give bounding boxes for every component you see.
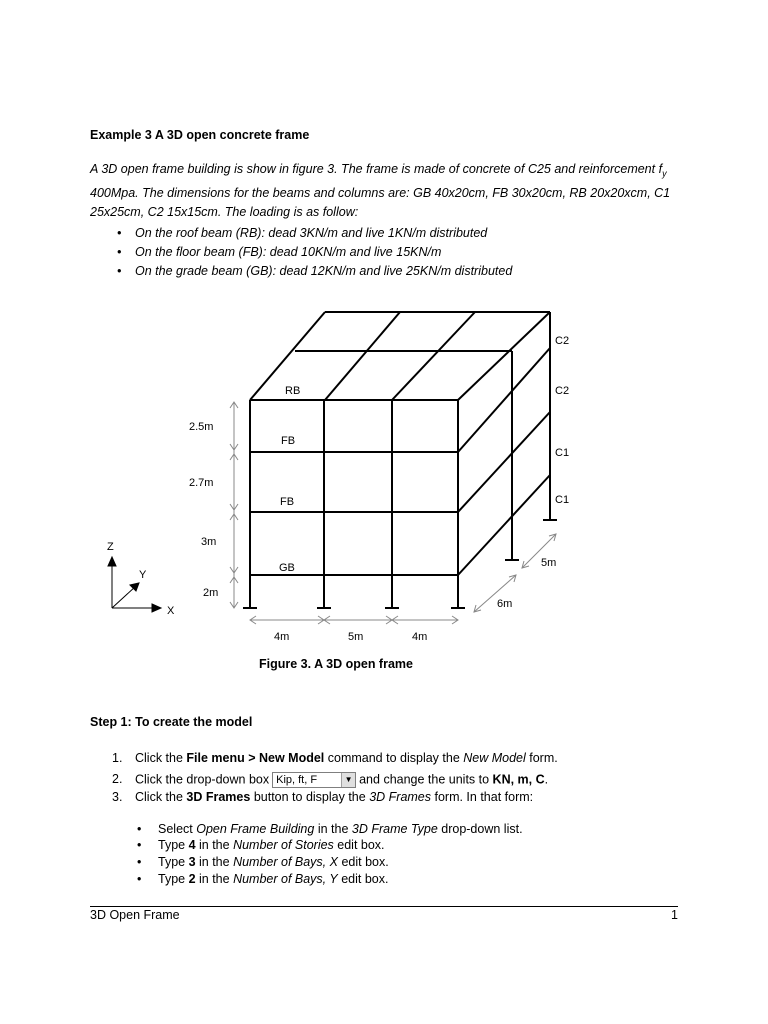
column-label-c1: C1	[555, 447, 570, 459]
y-axis-label: Y	[139, 569, 147, 581]
beam-label-fb: FB	[280, 496, 295, 508]
chevron-down-icon: ▼	[341, 773, 355, 787]
column-label-c2: C2	[555, 385, 570, 397]
x-span-label: 4m	[274, 631, 290, 643]
story-height-label: 3m	[201, 536, 217, 548]
page-number: 1	[671, 908, 678, 922]
beam-label-rb: RB	[285, 385, 301, 397]
units-dropdown[interactable]: Kip, ft, F ▼	[272, 772, 356, 788]
x-span-label: 4m	[412, 631, 428, 643]
beam-label-gb: GB	[279, 562, 295, 574]
y-span-label: 5m	[541, 557, 557, 569]
story-height-label: 2.7m	[189, 477, 214, 489]
intro-text: A 3D open frame building is show in figure 3. The frame is made of concrete of C25 and reinforcement f	[90, 162, 663, 176]
story-height-label: 2.5m	[189, 421, 214, 433]
frame-figure	[0, 300, 768, 650]
x-span-label: 5m	[348, 631, 364, 643]
column-label-c1: C1	[555, 494, 570, 506]
story-height-label: 2m	[203, 587, 219, 599]
intro-text-rest: 400Mpa. The dimensions for the beams and columns are: GB 40x20cm, FB 30x20cm, RB 20x20xcm, C1 25x25cm, C2 15x15cm. The loading is as follow:	[90, 185, 671, 219]
example-title: Example 3 A 3D open concrete frame	[90, 128, 310, 142]
beam-label-fb: FB	[281, 435, 296, 447]
figure-caption: Figure 3. A 3D open frame	[259, 657, 413, 671]
intro-paragraph	[90, 160, 675, 222]
axes-icon	[108, 557, 161, 612]
intro-subscript: y	[662, 168, 667, 179]
frame-structure	[250, 312, 550, 608]
column-label-c2: C2	[555, 335, 570, 347]
footer-title: 3D Open Frame	[90, 908, 180, 922]
step-heading: Step 1: To create the model	[90, 715, 253, 729]
y-span-label: 6m	[497, 598, 513, 610]
x-axis-label: X	[167, 605, 175, 617]
z-axis-label: Z	[107, 541, 114, 553]
page-footer	[90, 906, 678, 923]
